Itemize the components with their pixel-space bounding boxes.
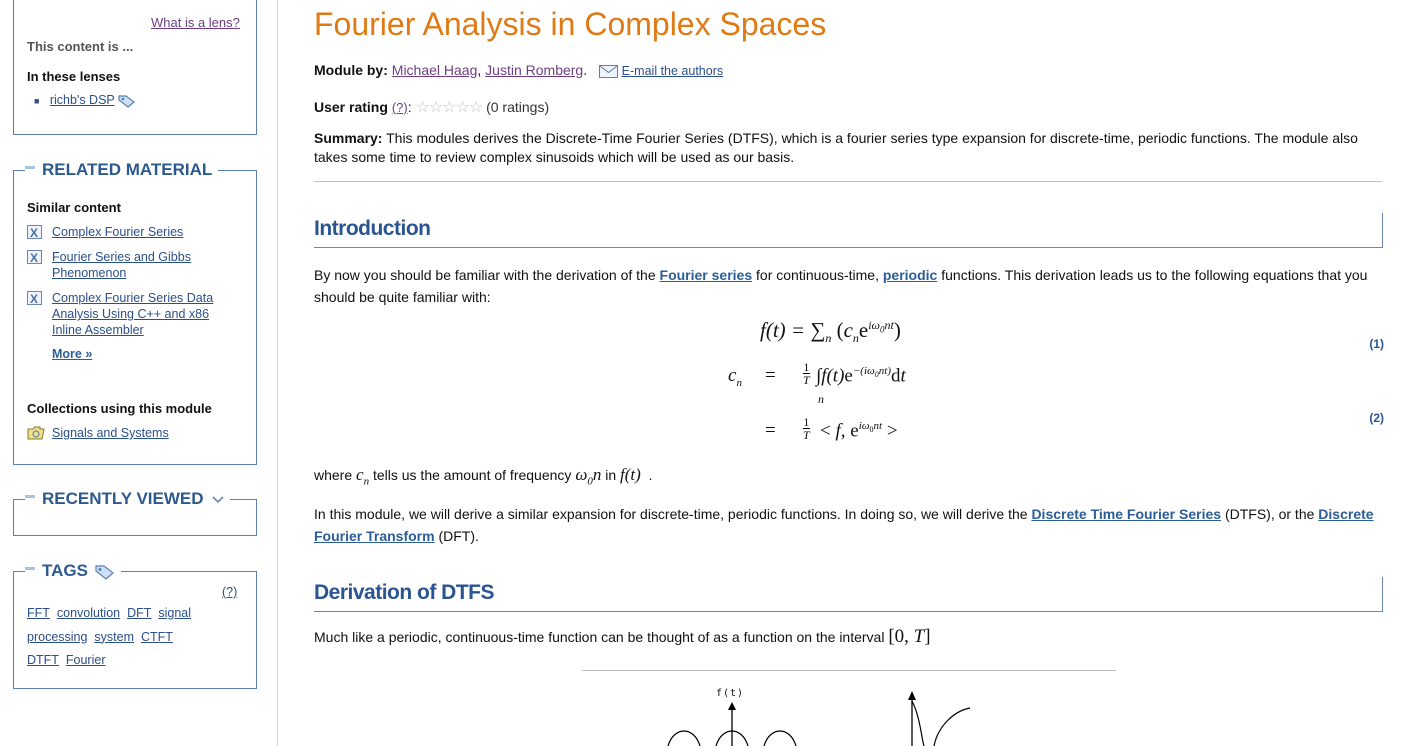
module-icon	[27, 291, 42, 305]
recently-viewed-box	[13, 489, 257, 536]
fourier-series-link[interactable]: Fourier series	[659, 267, 753, 283]
module-icon	[27, 250, 42, 264]
tags-title: TAGS	[25, 561, 121, 581]
math-interval: [0, T]	[888, 626, 931, 647]
tag-icon	[95, 564, 115, 580]
tag-link[interactable]: DTFT	[27, 653, 59, 667]
tag-cloud	[27, 602, 217, 673]
periodic-link[interactable]: periodic	[882, 267, 938, 283]
related-material-box	[13, 160, 257, 465]
dtfs-link[interactable]: Discrete Time Fourier Series	[1031, 506, 1222, 522]
similar-link-gibbs[interactable]: Fourier Series and Gibbs Phenomenon	[52, 250, 191, 280]
dft-link[interactable]: Discrete Fourier Transform	[314, 506, 1374, 544]
derivation-paragraph: Much like a periodic, continuous-time function can be thought of as a function on the interval [0, T]	[314, 626, 931, 647]
similar-link-cpp-analysis[interactable]: Complex Fourier Series Data Analysis Using C++ and x86 Inline Assembler	[52, 291, 214, 337]
module-authors: Module by: Michael Haag, Justin Romberg. E-mail the authors	[314, 62, 724, 78]
in-lenses-heading: In these lenses	[27, 69, 121, 84]
tag-link[interactable]: FFT	[27, 606, 50, 620]
tag-link[interactable]: DFT	[127, 606, 152, 620]
tags-box	[13, 561, 257, 689]
lenses-box	[13, 0, 257, 135]
dtfs-intro-paragraph: In this module, we will derive a similar expansion for discrete-time, periodic functions. In doing so, we will derive the Discrete Time Fourier Series (DTFS), or the Discrete Fourier Transform (DFT).	[314, 506, 1374, 544]
sidebar	[0, 0, 278, 746]
equation-number: (1)	[1369, 337, 1384, 351]
tag-link[interactable]: system	[94, 629, 134, 644]
lens-link-richb[interactable]: richb's DSP	[49, 93, 115, 107]
collection-folder-icon	[27, 426, 45, 440]
tag-link[interactable]: Fourier	[65, 653, 106, 667]
rating-count: (0 ratings)	[486, 99, 550, 115]
tags-help-link[interactable]: (?)	[222, 585, 238, 599]
similar-content-heading: Similar content	[27, 200, 121, 215]
tag-link[interactable]: signal processing	[27, 606, 192, 644]
rating-stars[interactable]: ☆☆☆☆☆	[415, 99, 483, 116]
more-link[interactable]: More »	[52, 347, 93, 361]
summary: Summary: This modules derives the Discrete-Time Fourier Series (DTFS), which is a fourier series type expansion for discrete-time, periodic functions. The module also takes some time to review complex sinusoids which will be used as our basis.	[314, 130, 1358, 165]
page-title: Fourier Analysis in Complex Spaces	[314, 6, 827, 42]
figure-label: f(t)	[716, 688, 745, 699]
periodic-function-figure	[654, 686, 1014, 746]
collections-heading: Collections using this module	[27, 401, 212, 416]
section-heading-introduction: Introduction	[314, 213, 1383, 248]
email-authors-link[interactable]: E-mail the authors	[621, 64, 724, 78]
collection-link-signals-systems[interactable]: Signals and Systems	[52, 426, 169, 440]
tag-icon	[118, 94, 136, 108]
related-material-title: RELATED MATERIAL	[25, 160, 218, 180]
similar-item	[27, 290, 227, 338]
collection-item	[27, 425, 227, 441]
author-link[interactable]: Michael Haag	[391, 62, 478, 78]
intro-paragraph: By now you should be familiar with the derivation of the Fourier series for continuous-time, periodic functions. This derivation leads us to the following equations that you should be quite familiar with:	[314, 267, 1368, 305]
equation-1: $f(t) = \sum_n$ $(c_ne^{i\omega_0nt})$	[760, 318, 901, 346]
rating-help-link[interactable]: (?)	[391, 100, 408, 115]
author-link[interactable]: Justin Romberg	[485, 62, 584, 78]
divider	[314, 181, 1382, 182]
envelope-icon	[599, 65, 618, 78]
figure-rule	[582, 670, 1116, 671]
tag-link[interactable]: CTFT	[140, 629, 173, 644]
similar-link-complex-fourier-series[interactable]: Complex Fourier Series	[52, 225, 184, 239]
similar-item	[27, 249, 212, 281]
lens-list-item: ■ richb's DSP	[34, 93, 136, 108]
user-rating: User rating (?): ☆☆☆☆☆ (0 ratings)	[314, 99, 550, 116]
chevron-down-icon[interactable]	[212, 496, 224, 504]
content-is-label: This content is ...	[27, 39, 134, 54]
math-cn: $c_n$	[356, 465, 370, 488]
similar-item	[27, 224, 227, 240]
section-heading-derivation: Derivation of DTFS	[314, 577, 1383, 612]
what-is-lens-link[interactable]: What is a lens?	[151, 15, 240, 30]
module-icon	[27, 225, 42, 239]
equation-number: (2)	[1369, 411, 1384, 425]
tag-link[interactable]: convolution	[56, 606, 121, 620]
recently-viewed-title[interactable]: RECENTLY VIEWED	[25, 489, 230, 509]
math-omega0n: $\omega_0n$	[575, 465, 602, 488]
where-sentence: where $c_n$ tells us the amount of frequency $\omega_0n$ in f(t) .	[314, 465, 653, 488]
math-ft: f(t)	[620, 465, 641, 484]
